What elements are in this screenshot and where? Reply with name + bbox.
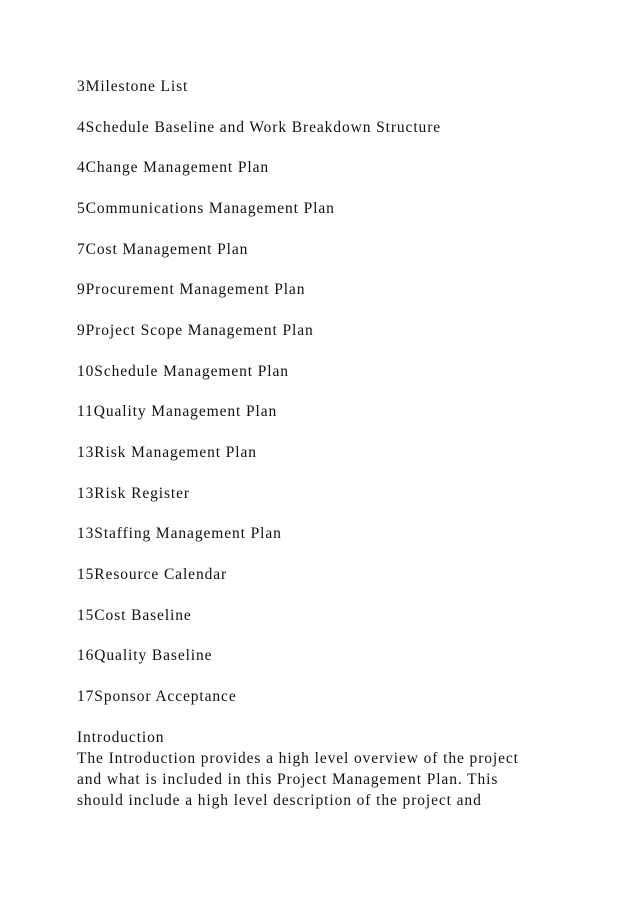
toc-entry: 3Milestone List: [77, 78, 189, 95]
body-text-line: and what is included in this Project Management Plan. This: [77, 771, 499, 788]
toc-entry: 17Sponsor Acceptance: [77, 688, 237, 705]
section-heading-introduction: Introduction: [77, 729, 165, 746]
toc-entry: 13Staffing Management Plan: [77, 525, 282, 542]
toc-entry: 9Procurement Management Plan: [77, 281, 306, 298]
toc-entry: 4Change Management Plan: [77, 159, 270, 176]
toc-entry: 11Quality Management Plan: [77, 403, 278, 420]
toc-entry: 4Schedule Baseline and Work Breakdown Structure: [77, 119, 442, 136]
toc-entry: 10Schedule Management Plan: [77, 363, 289, 380]
toc-entry: 13Risk Management Plan: [77, 444, 257, 461]
toc-entry: 7Cost Management Plan: [77, 241, 249, 258]
toc-entry: 15Resource Calendar: [77, 566, 228, 583]
body-text-line: The Introduction provides a high level overview of the project: [77, 750, 519, 767]
toc-entry: 15Cost Baseline: [77, 607, 192, 624]
toc-entry: 13Risk Register: [77, 485, 190, 502]
body-text-line: should include a high level description of the project and: [77, 792, 482, 809]
toc-entry: 5Communications Management Plan: [77, 200, 335, 217]
toc-entry: 16Quality Baseline: [77, 647, 213, 664]
toc-entry: 9Project Scope Management Plan: [77, 322, 314, 339]
